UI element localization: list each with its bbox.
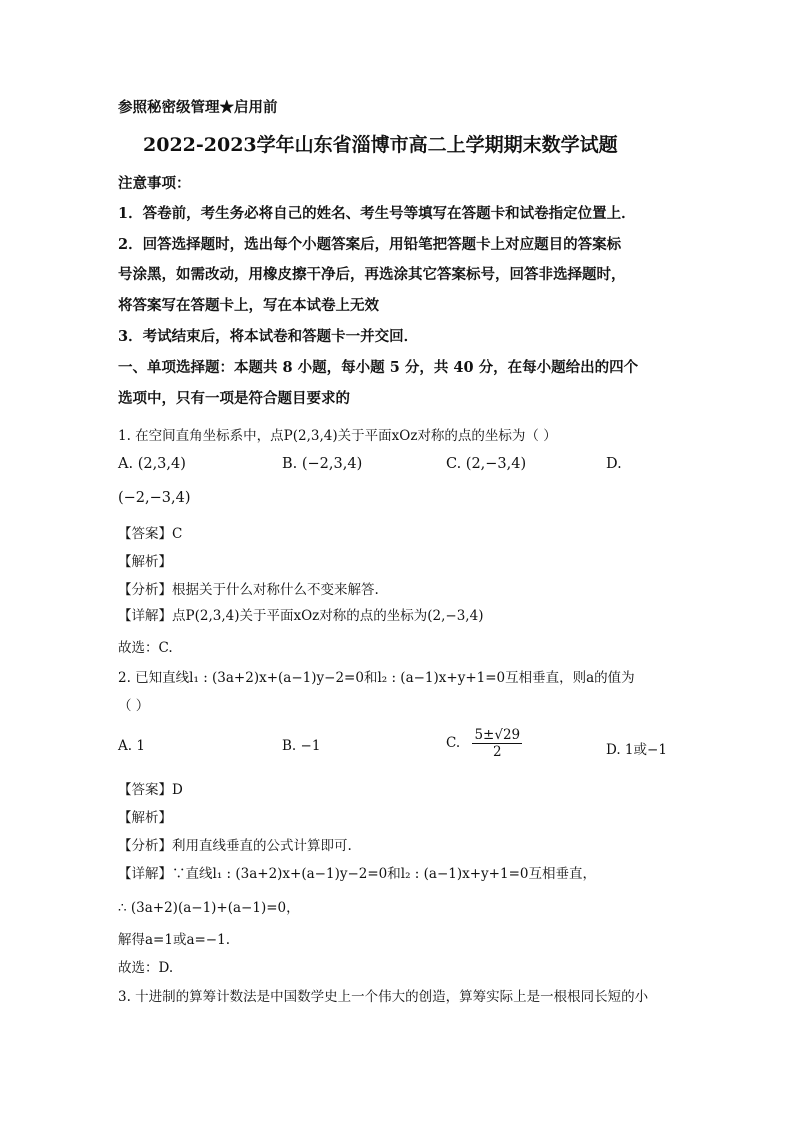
notice-item-1: 1．答卷前，考生务必将自己的姓名、考生号等填写在答题卡和试卷指定位置上． xyxy=(118,205,636,222)
q2-option-b: B. −1 xyxy=(282,738,321,754)
q1-option-c: C. (2,−3,4) xyxy=(446,456,527,472)
q2-choose: 故选：D. xyxy=(118,960,174,976)
q2-step-2: 解得a=1或a=−1. xyxy=(118,932,231,948)
q1-stem: 1. 在空间直角坐标系中，点P(2,3,4)关于平面xOz对称的点的坐标为（ ） xyxy=(118,428,557,444)
q1-option-a: A. (2,3,4) xyxy=(118,456,186,472)
q3-stem-line-1: 3. 十进制的算筹计数法是中国数学史上一个伟大的创造，算筹实际上是一根根同长短的小 xyxy=(118,989,649,1005)
q2-option-c-denominator: 2 xyxy=(492,744,502,760)
q2-answer: 【答案】D xyxy=(118,782,183,798)
q1-choose: 故选：C. xyxy=(118,640,173,656)
q1-analysis-label: 【解析】 xyxy=(118,554,172,570)
q2-stem-line-2: （ ） xyxy=(118,698,150,714)
notice-item-3: 3．考试结束后，将本试卷和答题卡一并交回． xyxy=(118,328,419,345)
notice-heading: 注意事项： xyxy=(118,175,191,192)
q2-option-c-numerator: 5±√29 xyxy=(474,727,521,743)
q2-option-c xyxy=(446,727,522,760)
section-heading-line-1: 一、单项选择题：本题共 8 小题，每小题 5 分，共 40 分，在每小题给出的四个 xyxy=(118,359,639,376)
confidential-label: 参照秘密级管理★启用前 xyxy=(118,99,278,116)
q2-option-a: A. 1 xyxy=(118,738,145,754)
q1-option-d-value: (−2,−3,4) xyxy=(118,490,191,506)
q2-option-c-fraction xyxy=(472,727,522,760)
q1-detail: 【详解】点P(2,3,4)关于平面xOz对称的点的坐标为(2,−3,4) xyxy=(118,608,484,624)
q2-fenxi: 【分析】利用直线垂直的公式计算即可. xyxy=(118,838,352,854)
section-heading-line-2: 选项中，只有一项是符合题目要求的 xyxy=(118,390,350,407)
q2-option-d: D. 1或−1 xyxy=(606,742,667,758)
notice-item-2-line-2: 号涂黑，如需改动，用橡皮擦干净后，再选涂其它答案标号，回答非选择题时， xyxy=(118,266,626,283)
notice-item-2-line-3: 将答案写在答题卡上，写在本试卷上无效 xyxy=(118,297,379,314)
notice-item-2-line-1: 2．回答选择题时，选出每个小题答案后，用铅笔把答题卡上对应题目的答案标 xyxy=(118,236,622,253)
q1-option-d: D. xyxy=(606,456,622,472)
q2-option-c-label: C. xyxy=(446,735,461,751)
q1-answer: 【答案】C xyxy=(118,526,183,542)
q2-stem-line-1: 2. 已知直线l₁ : (3a+2)x+(a−1)y−2=0和l₂ : (a−1)x+y+1=0互相垂直，则a的值为 xyxy=(118,670,635,686)
page-title: 2022-2023学年山东省淄博市高二上学期期末数学试题 xyxy=(143,134,618,156)
q1-fenxi: 【分析】根据关于什么对称什么不变来解答. xyxy=(118,582,379,598)
q2-step-1: ∴ (3a+2)(a−1)+(a−1)=0， xyxy=(118,900,300,916)
q2-detail: 【详解】∵直线l₁ : (3a+2)x+(a−1)y−2=0和l₂ : (a−1)x+y+1=0互相垂直， xyxy=(118,866,596,882)
q2-analysis-label: 【解析】 xyxy=(118,810,172,826)
q1-option-b: B. (−2,3,4) xyxy=(282,456,363,472)
